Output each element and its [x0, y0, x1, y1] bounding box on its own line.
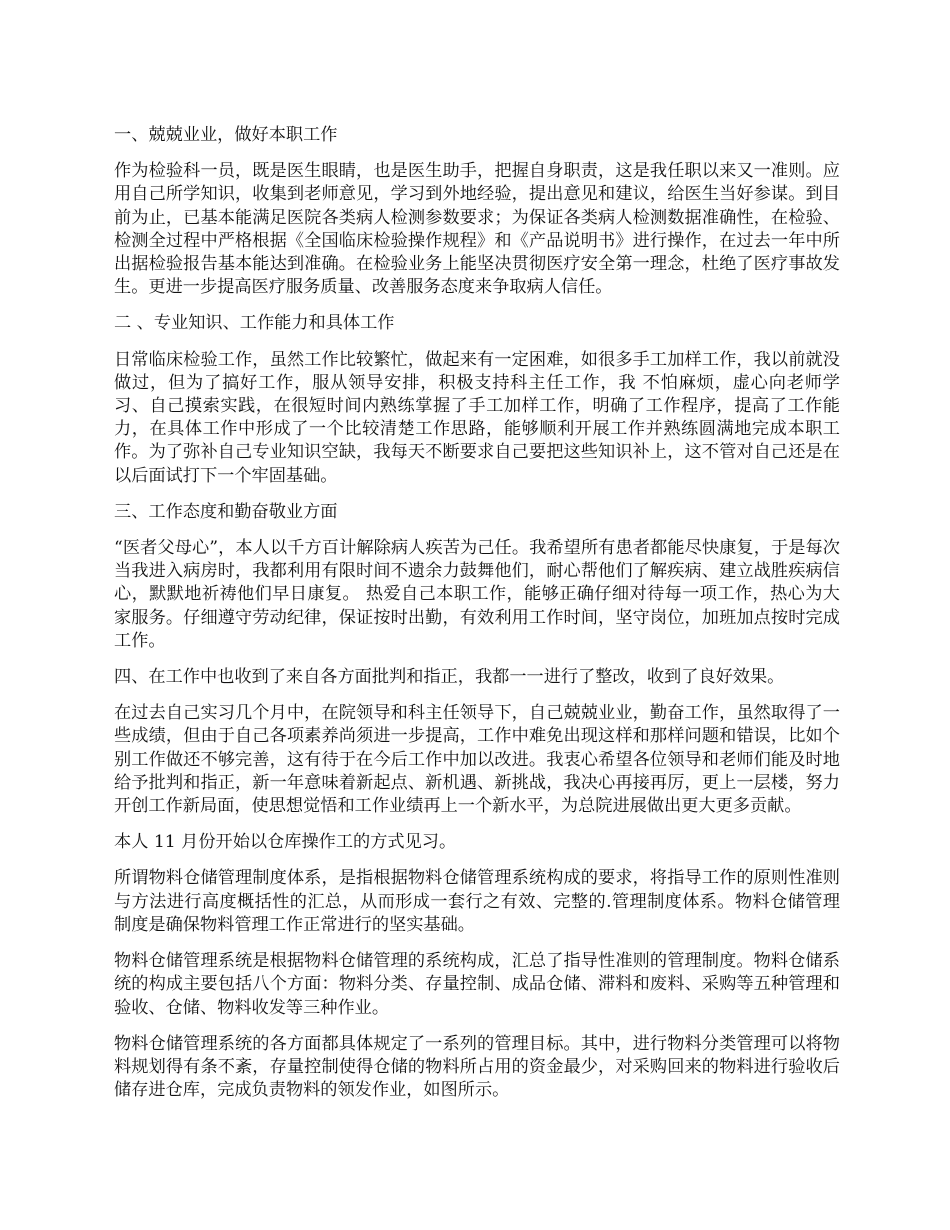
- section-heading-1: 一、兢兢业业，做好本职工作: [114, 125, 338, 145]
- paragraph-7: 物料仓储管理系统是根据物料仓储管理的系统构成，汇总了指导性准则的管理制度。物料仓储系统的构成主要包括八个方面：物料分类、存量控制、成品仓储、滞料和废料、采购等五种管理和验收、仓储、物料收发等三种作业。: [114, 951, 840, 1018]
- section-heading-2: 二 、专业知识、工作能力和具体工作: [114, 313, 395, 334]
- paragraph-4: 在过去自己实习几个月中，在院领导和科主任领导下，自己兢兢业业，勤奋工作，虽然取得了一些成绩，但由于自己各项素养尚须进一步提高，工作中难免出现这样和那样问题和错误，比如个别工作做还不够完善，这有待于在今后工作中加以改进。我衷心希望各位领导和老师们能及时地给予批判和指正，新一年意味着新起点、新机遇、新挑战，我决心再接再厉，更上一层楼，努力开创工作新局面，使思想觉悟和工作业绩再上一个新水平，为总院进展做出更大更多贡献。: [114, 703, 840, 817]
- paragraph-1: 作为检验科一员，既是医生眼睛，也是医生助手，把握自身职责，这是我任职以来又一准则。应用自己所学知识，收集到老师意见，学习到外地经验，提出意见和建议，给医生当好参谋。到目前为止，已基本能满足医院各类病人检测参数要求；为保证各类病人检测数据准确性，在检验、检测全过程中严格根据《全国临床检验操作规程》和《产品说明书》进行操作，在过去一年中所出据检验报告基本能达到准确。在检验业务上能坚决贯彻医疗安全第一理念，杜绝了医疗事故发生。更进一步提高医疗服务质量、改善服务态度来争取病人信任。: [114, 161, 840, 298]
- paragraph-3: “医者父母心”，本人以千方百计解除病人疾苦为己任。我希望所有患者都能尽快康复，于是每次当我进入病房时，我都利用有限时间不遗余力鼓舞他们，耐心帮他们了解疾病、建立战胜疾病信心，默默地祈祷他们早日康复。 热爱自己本职工作，能够正确仔细对待每一项工作，热心为大家服务。仔细遵守劳动纪律，保证按时出勤，有效利用工作时间，坚守岗位，加班加点按时完成工作。: [114, 538, 840, 651]
- paragraph-2: 日常临床检验工作，虽然工作比较繁忙，做起来有一定困难，如很多手工加样工作，我以前就没做过，但为了搞好工作，服从领导安排，积极支持科主任工作，我 不怕麻烦，虚心向老师学习、自己摸索实践，在很短时间内熟练掌握了手工加样工作，明确了工作程序，提高了工作能力，在具体工作中形成了一个比较清楚工作思路，能够顺利开展工作并熟练圆满地完成本职工作。为了弥补自己专业知识空缺，我每天不断要求自己要把这些知识补上，这不管对自己还是在以后面试打下一个牢固基础。: [114, 349, 840, 486]
- paragraph-6: 所谓物料仓储管理制度体系，是指根据物料仓储管理系统构成的要求，将指导工作的原则性准则与方法进行高度概括性的汇总，从而形成一套行之有效、完整的.管理制度体系。物料仓储管理制度是确保物料管理工作正常进行的坚实基础。: [114, 868, 840, 935]
- paragraph-5: 本人 11 月份开始以仓库操作工的方式见习。: [114, 832, 457, 853]
- section-heading-4: 四、在工作中也收到了来自各方面批判和指正，我都一一进行了整改，收到了良好效果。: [114, 667, 785, 688]
- section-heading-3: 三、工作态度和勤奋敬业方面: [114, 501, 338, 522]
- paragraph-8: 物料仓储管理系统的各方面都具体规定了一系列的管理目标。其中，进行物料分类管理可以将物料规划得有条不紊，存量控制使得仓储的物料所占用的资金最少，对采购回来的物料进行验收后储存进仓库，完成负责物料的领发作业，如图所示。: [114, 1033, 840, 1101]
- document-body: [114, 124, 840, 1115]
